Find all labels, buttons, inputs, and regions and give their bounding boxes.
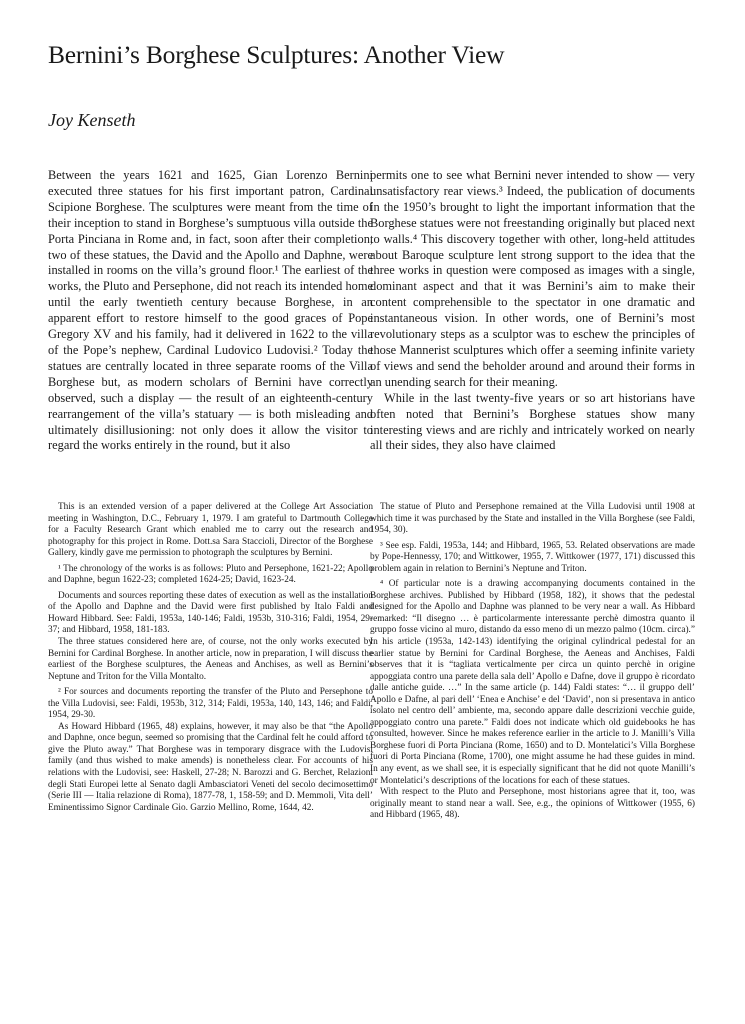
body-paragraph: While in the last twenty-five years or so art historians have often noted that Bernini’s Borghese statues show many interesting views and are richly and intricately worked on nearly all their sides, they also have claimed: [370, 390, 695, 453]
article-title: Bernini’s Borghese Sculptures: Another View: [48, 40, 505, 69]
footnote-paragraph: This is an extended version of a paper delivered at the College Art Association meeting in Washington, D.C., February 1, 1979. I am grateful to Dartmouth College for a Faculty Research Grant which enabled me to carry out the research and photography for this project in Rome. Dott.sa Sara Staccioli, Director of the Borghese Gallery, kindly gave me permission to photograph the sculptures by Bernini.: [48, 502, 373, 559]
footnote-paragraph: ⁴ Of particular note is a drawing accompanying documents contained in the Borghese archives. Published by Hibbard (1958, 182), it shows that the pedestal designed for the Apollo and Daphne was planned to be very near a wall. As Hibbard remarked: “Il disegno … è particolarmente interessante perchè dimostra quanto il gruppo fosse vicino al muro, distando da esso meno di un mezzo palmo (10cm. circa).” In his article (1953a, 142-143) identifying the original cylindrical pedestal for an earlier statue by Bernini for Cardinal Borghese, the Aeneas and Anchises, Faldi observes that it is “tagliata verticalmente per circa un quinto perchè in origine appoggiata contro una parete della sala dell’ Apollo e Dafne, dove il gruppo è ricordato dalle antiche guide. …” In the same article (p. 144) Faldi states: “… il gruppo dell’ Apollo e Dafne, al pari dell’ ‘Enea e Anchise’ e del ‘David’, non si presentava in antico isolato nel centro dell’ ambiente, ma, secondo appare dalle descrizioni vecchie guide, appoggiato contro una parete.” Faldi does not indicate which old guidebooks he has consulted, however. Since he makes reference earlier in the article to J. Manilli’s Villa Borghese fuori di Porta Pinciana (Rome, 1650) and to D. Montelatici’s Villa Borghese fuori di Porta Pinciana (Rome, 1700), one might assume he had these guides in mind. In any event, as we shall see, it is especially significant that he did not quote Manilli’s or Montelatici’s descriptions of the locations for each of these statues.: [370, 579, 695, 786]
footnotes-left: [48, 502, 373, 818]
footnote-paragraph: The statue of Pluto and Persephone remained at the Villa Ludovisi until 1908 at which time it was purchased by the State and installed in the Villa Borghese (see Faldi, 1954, 30).: [370, 502, 695, 536]
body-paragraph: Between the years 1621 and 1625, Gian Lorenzo Bernini executed three statues for his first important patron, Cardinal Scipione Borghese. The sculptures were meant from the time of their inception to stand in Borghese’s sumptuous villa outside the Porta Pinciana in Rome and, in fact, soon after their completion, two of these statues, the David and the Apollo and Daphne, were installed in rooms on the villa’s ground floor.¹ The earliest of the works, the Pluto and Persephone, did not reach its intended home until the early twentieth century because Borghese, in an apparent effort to restore himself to the good graces of Pope Gregory XV and his family, had it delivered in 1622 to the villa of the Pope’s nephew, Cardinal Ludovico Ludovisi.² Today the statues are centrally located in three separate rooms of the Villa Borghese but, as modern scholars of Bernini have correctly observed, such a display — the result of an eighteenth-century rearrangement of the villa’s statuary — is both misleading and ultimately disillusioning: not only does it allow the visitor to regard the works entirely in the round, but it also: [48, 168, 373, 453]
footnote-paragraph: ³ See esp. Faldi, 1953a, 144; and Hibbard, 1965, 53. Related observations are made by Pope-Hennessy, 170; and Wittkower, 1955, 7. Wittkower (1977, 171) discussed this problem again in relation to Bernini’s Neptune and Triton.: [370, 540, 695, 574]
footnote-paragraph: ¹ The chronology of the works is as follows: Pluto and Persephone, 1621-22; Apollo and Daphne, begun 1622-23; completed 1624-25; David, 1623-24.: [48, 563, 373, 586]
footnote-paragraph: Documents and sources reporting these dates of execution as well as the installation of the Apollo and Daphne and the David were first published by Italo Faldi and Howard Hibbard. See: Faldi, 1953a, 140-146; Faldi, 1953b, 310-316; Faldi, 1954, 29-37; and Hibbard, 1958, 181-183.: [48, 590, 373, 636]
body-column-right: [370, 168, 695, 454]
footnote-paragraph: The three statues considered here are, of course, not the only works executed by Bernini for Cardinal Borghese. In another article, now in preparation, I will discuss the earliest of the Borghese sculptures, the Aeneas and Anchises, as well as Bernini’s Neptune and Triton for the Villa Montalto.: [48, 637, 373, 682]
footnote-paragraph: ² For sources and documents reporting the transfer of the Pluto and Persephone to the Villa Ludovisi, see: Faldi, 1953b, 312, 314; Faldi, 1953a, 140, 143, 146; and Faldi, 1954, 29-30.: [48, 687, 373, 721]
author-name: Joy Kenseth: [48, 110, 136, 130]
body-column-left: [48, 168, 373, 454]
footnote-paragraph: As Howard Hibbard (1965, 48) explains, however, it may also be that “the Apollo and Daphne, once begun, seemed so promising that the Cardinal felt he could afford to give the Pluto away.” That Borghese was in temporary disgrace with the Ludovisi family (and thus wished to make amends) is nonetheless clear. For accounts of his relations with the Ludovisi, see: Haskell, 27-28; N. Barozzi and G. Berchet, Relazioni degli Stati Europei lette al Senato dagli Ambasciatori Veneti del secolo decimosettimo (Serie III — Italia relazione di Roma), 1877-78, 1, 158-59; and D. Memmoli, Vita dell’ Eminentissimo Signor Cardinale Gio. Garzio Mellino, Rome, 1644, 42.: [48, 721, 373, 813]
body-paragraph: permits one to see what Bernini never intended to show — very unsatisfactory rear views.³ Indeed, the publication of documents in the 1950’s brought to light the important information that the Borghese statues were not freestanding originally but placed next to walls.⁴ This discovery together with other, long-held attitudes about Baroque sculpture lent strong support to the idea that the three works in question were composed as images with a single, dominant aspect and that it was Bernini’s aim to make their content comprehensible to the spectator in one dramatic and instantaneous vision. In other words, one of Bernini’s most revolutionary steps as a sculptor was to eschew the principles of those Mannerist sculptures which offer a seeming infinite variety of views and send the beholder around and around their forms in an unending search for their meaning.: [370, 168, 695, 389]
footnote-paragraph: With respect to the Pluto and Persephone, most historians agree that it, too, was originally meant to stand near a wall. See, e.g., the opinions of Wittkower (1955, 6) and Hibbard (1965, 48).: [370, 787, 695, 821]
footnotes-right: [370, 502, 695, 826]
